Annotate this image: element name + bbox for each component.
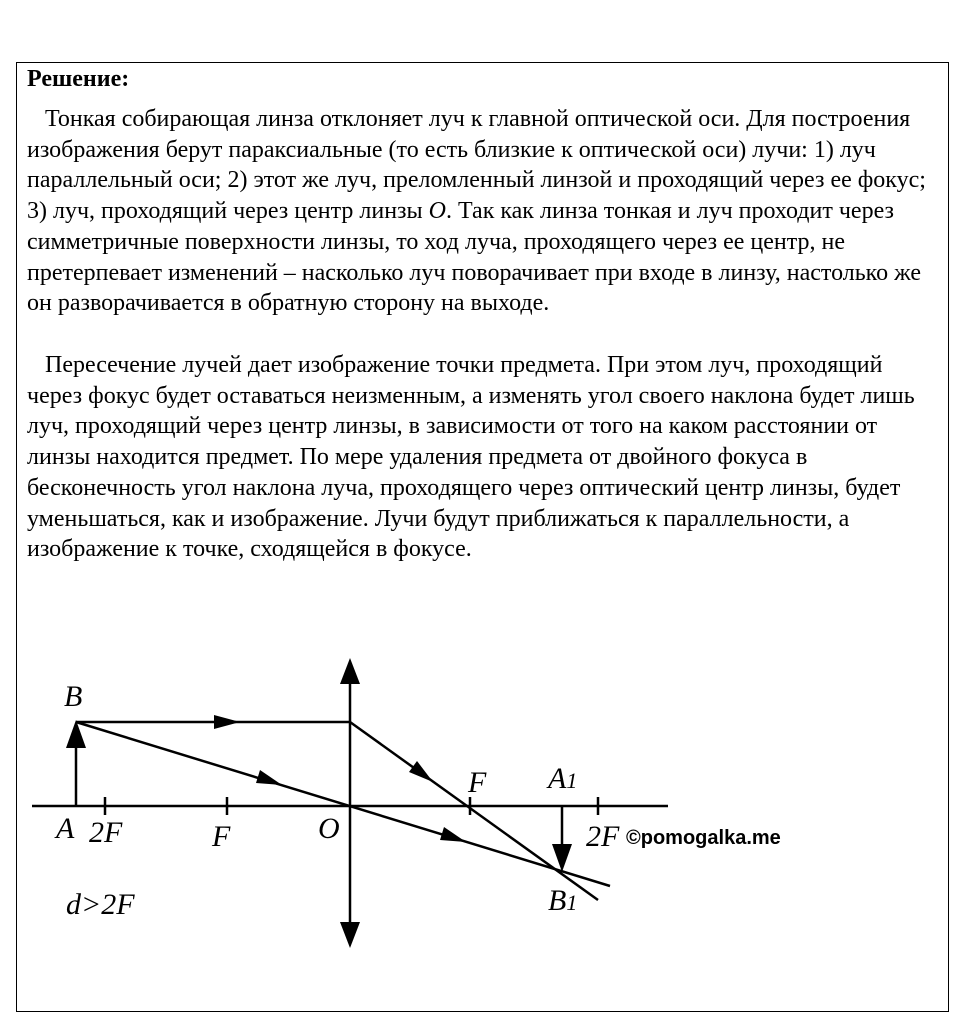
label-b1-main: B: [548, 884, 567, 917]
paragraph-2-text: Пересечение лучей дает изображение точки предмета. При этом луч, проходящий через фокус будет оставаться неизменным, а изменять угол своего наклона будет лишь луч, проходящий через центр линзы, в зависимости от того на каком расстоянии от линзы находится предмет. По мере удаления предмета от двойного фокуса в бесконечность угол наклона луча, проходящего через оптический центр линзы, будет уменьшаться, как и изображение. Лучи будут приближаться к параллельности, а изображение к точке, сходящейся в фокусе.: [27, 352, 915, 563]
label-f-right: F: [468, 766, 487, 799]
label-a1-sub: 1: [566, 768, 578, 793]
lens-ray-diagram: [0, 640, 960, 960]
ray-through-focus-arrow-icon: [409, 761, 433, 782]
label-f-left: F: [212, 820, 231, 853]
label-a1-main: A: [548, 762, 567, 795]
label-b1: [548, 884, 577, 917]
label-b: B: [64, 680, 83, 713]
paragraph-1-text-a: Тонкая собирающая линза отклоняет луч к главной оптической оси. Для построения изображения берут параксиальные (то есть близкие к оптической оси) лучи: 1) луч параллельный оси; 2) этот же луч, преломленный линзой и проходящий через ее фокус; 3) луч, проходящий через центр линзы: [27, 106, 926, 225]
label-2f-right: 2F: [586, 820, 620, 853]
ray-parallel-arrow-icon: [214, 715, 240, 729]
ray-through-center: [76, 722, 610, 886]
lens-center-symbol: O: [428, 198, 446, 225]
paragraph-2: [27, 350, 939, 565]
label-condition: d>2F: [66, 888, 135, 921]
label-b1-sub: 1: [566, 890, 578, 915]
solution-heading: Решение:: [27, 66, 130, 92]
label-o: O: [318, 812, 340, 845]
ray-center-arrow-2-icon: [440, 827, 466, 842]
lens-top-arrow-icon: [340, 658, 360, 684]
lens-bottom-arrow-icon: [340, 922, 360, 948]
paragraph-1: [27, 104, 939, 319]
paragraph-1-text-b: . Так как линза тонкая и луч проходит через симметричные поверхности линзы, то ход луча, проходящего через ее центр, не претерпевает изменений – насколько луч поворачивает при входе в линзу, настолько же он разворачивается в обратную сторону на выходе.: [27, 198, 922, 317]
ray-center-arrow-1-icon: [256, 770, 282, 785]
watermark: ©pomogalka.me: [626, 827, 781, 849]
label-a: A: [56, 812, 75, 845]
label-a1: [546, 762, 577, 795]
label-2f-left: 2F: [89, 816, 123, 849]
